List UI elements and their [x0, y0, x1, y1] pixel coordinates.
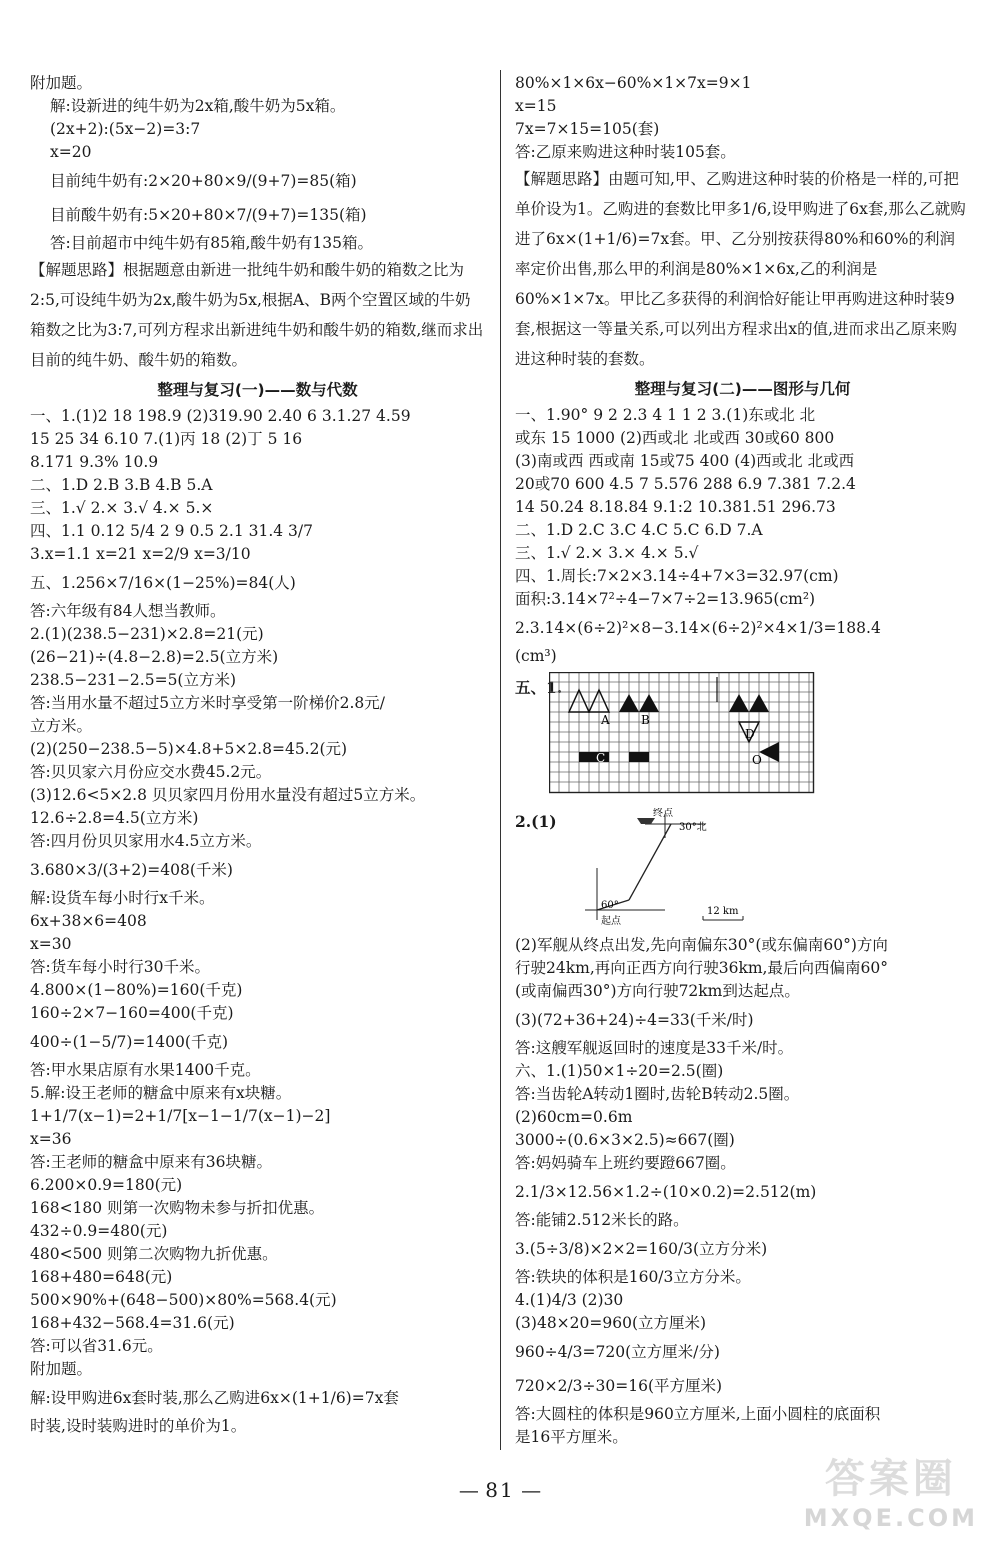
text-line: 是16平方厘米。: [515, 1428, 628, 1446]
text-line: 1+1/7(x−1)=2+1/7[x−1−1/7(x−1)−2]: [30, 1107, 331, 1125]
grid-diagram: [549, 672, 819, 800]
figure-label: 2.(1): [515, 812, 557, 831]
text-line: 3.x=1.1 x=21 x=2/9 x=3/10: [30, 545, 251, 563]
svg-text:30°北: 30°北: [679, 822, 707, 833]
text-line: 2.(1)(238.5−231)×2.8=21(元): [30, 625, 264, 643]
solution-hint: 【解题思路】根据题意由新进一批纯牛奶和酸牛奶的箱数之比为2:5,可设纯牛奶为2x,酸牛奶为5x,根据A、B两个空置区域的牛奶箱数之比为3:7,可列方程求出新进纯牛奶和酸牛奶的箱数,继而求出目前的纯牛奶、酸牛奶的箱数。: [30, 261, 484, 369]
text-line: (2)60cm=0.6m: [515, 1108, 633, 1126]
right-column: [515, 72, 970, 1449]
text-line: 2.3.14×(6÷2)²×8−3.14×(6÷2)²×4×1/3=188.4: [515, 619, 881, 637]
text-line: 400÷(1−5/7)=1400(千克): [30, 1033, 228, 1051]
text-line: 15 25 34 6.10 7.(1)丙 18 (2)丁 5 16: [30, 430, 303, 448]
text-line: 一、1.(1)2 18 198.9 (2)319.90 2.40 6 3.1.27 4.59: [30, 407, 411, 425]
text-line: 160÷2×7−160=400(千克): [30, 1004, 234, 1022]
text-line: 12.6÷2.8=4.5(立方米): [30, 809, 199, 827]
text-line: x=30: [30, 935, 72, 953]
text-line: 三、1.√ 2.× 3.√ 4.× 5.×: [30, 499, 214, 517]
text-line: 解:设货车每小时行x千米。: [30, 889, 215, 907]
text-line: 168+432−568.4=31.6(元): [30, 1314, 235, 1332]
left-answer-lines: [30, 405, 485, 1438]
text-line: (2)(250−238.5−5)×4.8+5×2.8=45.2(元): [30, 740, 348, 758]
text-line: 答:可以省31.6元。: [30, 1337, 163, 1355]
text-line: 432÷0.9=480(元): [30, 1222, 168, 1240]
text-line: 答:王老师的糖盒中原来有36块糖。: [30, 1153, 272, 1171]
triangle-shape: [619, 694, 639, 712]
text-line: (26−21)÷(4.8−2.8)=2.5(立方米): [30, 648, 279, 666]
point-label: B: [641, 713, 650, 727]
section-heading: 整理与复习(二)——图形与几何: [634, 380, 851, 398]
text-line: (3)12.6<5×2.8 贝贝家四月份用水量没有超过5立方米。: [30, 786, 426, 804]
text-line: 168<180 则第一次购物未参与折扣优惠。: [30, 1199, 325, 1217]
text-line: (2)军舰从终点出发,先向南偏东30°(或东偏南60°)方向: [515, 936, 888, 954]
watermark: [804, 1447, 978, 1532]
text-line: 答:货车每小时行30千米。: [30, 958, 210, 976]
text-line: 答:当用水量不超过5立方米时享受第一阶梯价2.8元/: [30, 694, 385, 712]
text-line: (3)南或西 西或南 15或75 400 (4)西或北 北或西: [515, 452, 855, 470]
watermark-logo: 答案圈: [824, 1456, 957, 1502]
text-line: 答:铁块的体积是160/3立方分米。: [515, 1268, 751, 1286]
text-line: x=20: [50, 143, 92, 161]
text-line: 5.解:设王老师的糖盒中原来有x块糖。: [30, 1084, 292, 1102]
text-line: 480<500 则第二次购物九折优惠。: [30, 1245, 278, 1263]
text-line: (3)(72+36+24)÷4=33(千米/时): [515, 1011, 754, 1029]
svg-text:起点: 起点: [601, 916, 621, 927]
text-line: (或南偏西30°)方向行驶72km到达起点。: [515, 982, 800, 1000]
svg-text:终点: 终点: [653, 808, 673, 819]
text-line: (cm³): [515, 647, 557, 665]
point-label: O: [752, 753, 762, 767]
point-label: A: [601, 713, 610, 727]
text-line: 立方米。: [30, 717, 93, 735]
text-line: 行驶24km,再向正西方向行驶36km,最后向西偏南60°: [515, 959, 888, 977]
text-line: 答:这艘军舰返回时的速度是33千米/时。: [515, 1039, 794, 1057]
text-line: 3000÷(0.6×3×2.5)≈667(圈): [515, 1131, 735, 1149]
text-line: 80%×1×6x−60%×1×7x=9×1: [515, 74, 752, 92]
text-line: (3)48×20=960(立方厘米): [515, 1314, 707, 1332]
text-line: 20或70 600 4.5 7 5.576 288 6.9 7.381 7.2.4: [515, 475, 856, 493]
text-line: 时装,设时装购进时的单价为1。: [30, 1417, 247, 1435]
text-line: 答:四月份贝贝家用水4.5立方米。: [30, 832, 262, 850]
text-line: 六、1.(1)50×1÷20=2.5(圈): [515, 1062, 724, 1080]
text-line: 二、1.D 2.B 3.B 4.B 5.A: [30, 476, 213, 494]
text-line: 6.200×0.9=180(元): [30, 1176, 183, 1194]
text-line: 附加题。: [30, 74, 93, 92]
left-top-lines: [30, 72, 485, 255]
text-line: 四、1.周长:7×2×3.14÷4+7×3=32.97(cm): [515, 567, 839, 585]
section-heading: 整理与复习(一)——数与代数: [157, 381, 358, 399]
text-line: 五、1.256×7/16×(1−25%)=84(人): [30, 574, 296, 592]
text-line: 答:大圆柱的体积是960立方厘米,上面小圆柱的底面积: [515, 1405, 881, 1423]
right-answer-lines-a: [515, 404, 970, 668]
text-line: 8.171 9.3% 10.9: [30, 453, 159, 471]
text-line: 或东 15 1000 (2)西或北 北或西 30或60 800: [515, 429, 835, 447]
text-line: 三、1.√ 2.× 3.× 4.× 5.√: [515, 544, 699, 562]
text-line: 解:设新进的纯牛奶为2x箱,酸牛奶为5x箱。: [50, 97, 346, 115]
left-column: [30, 72, 485, 1438]
text-line: 168+480=648(元): [30, 1268, 173, 1286]
watermark-site: MXQE.COM: [803, 1504, 978, 1532]
text-line: 答:乙原来购进这种时装105套。: [515, 143, 736, 161]
text-line: 答:目前超市中纯牛奶有85箱,酸牛奶有135箱。: [50, 234, 373, 252]
text-line: x=36: [30, 1130, 72, 1148]
text-line: 14 50.24 8.18.84 9.1:2 10.381.51 296.73: [515, 498, 836, 516]
text-line: 目前纯牛奶有:2×20+80×9/(9+7)=85(箱): [50, 172, 357, 190]
text-line: 500×90%+(648−500)×80%=568.4(元): [30, 1291, 337, 1309]
text-line: 4.(1)4/3 (2)30: [515, 1291, 624, 1309]
text-line: 2.1/3×12.56×1.2÷(10×0.2)=2.512(m): [515, 1183, 817, 1201]
svg-text:12 km: 12 km: [707, 906, 739, 917]
text-line: 答:甲水果店原有水果1400千克。: [30, 1061, 261, 1079]
text-line: 二、1.D 2.C 3.C 4.C 5.C 6.D 7.A: [515, 521, 763, 539]
text-line: 四、1.1 0.12 5/4 2 9 0.5 2.1 31.4 3/7: [30, 522, 314, 540]
point-label: C: [596, 751, 606, 765]
text-line: 解:设甲购进6x套时装,那么乙购进6x×(1+1/6)=7x套: [30, 1389, 399, 1407]
grid-figure: [515, 672, 970, 804]
point-label: D: [745, 727, 755, 741]
text-line: 3.680×3/(3+2)=408(千米): [30, 861, 233, 879]
text-line: 7x=7×15=105(套): [515, 120, 660, 138]
divider: [500, 70, 501, 1450]
svg-text:60°: 60°: [601, 900, 619, 911]
text-line: 4.800×(1−80%)=160(千克): [30, 981, 243, 999]
text-line: 238.5−231−2.5=5(立方米): [30, 671, 237, 689]
text-line: 3.(5÷3/8)×2×2=160/3(立方分米): [515, 1240, 768, 1258]
right-top-lines: [515, 72, 970, 164]
text-line: 720×2/3÷30=16(平方厘米): [515, 1377, 723, 1395]
right-answer-lines-b: [515, 934, 970, 1449]
text-line: 答:贝贝家六月份应交水费45.2元。: [30, 763, 272, 781]
route-map: [575, 808, 795, 928]
text-line: (2x+2):(5x−2)=3:7: [50, 120, 201, 138]
rectangle-shape: [629, 752, 649, 762]
text-line: 面积:3.14×7²÷4−7×7÷2=13.965(cm²): [515, 590, 816, 608]
text-line: 答:能铺2.512米长的路。: [515, 1211, 689, 1229]
figure-label: 五、1.: [515, 678, 563, 697]
text-line: 答:当齿轮A转动1圈时,齿轮B转动2.5圈。: [515, 1085, 800, 1103]
text-line: 附加题。: [30, 1360, 93, 1378]
text-line: 一、1.90° 9 2 2.3 4 1 1 2 3.(1)东或北 北: [515, 406, 816, 424]
text-line: x=15: [515, 97, 557, 115]
text-line: 答:六年级有84人想当教师。: [30, 602, 226, 620]
text-line: 6x+38×6=408: [30, 912, 147, 930]
text-line: 960÷4/3=720(立方厘米/分): [515, 1343, 720, 1361]
triangle-shape: [639, 694, 659, 712]
text-line: 目前酸牛奶有:5×20+80×7/(9+7)=135(箱): [50, 206, 367, 224]
solution-hint: 【解题思路】由题可知,甲、乙购进这种时装的价格是一样的,可把单价设为1。乙购进的套数比甲多1/6,设甲购进了6x套,那么乙就购进了6x×(1+1/6)=7x套。甲、乙分别按获得80%和60%的利润率定价出售,那么甲的利润是80%×1×6x,乙的利润是60%×1×7x。甲比乙多获得的利润恰好能让甲再购进这种时装9套,根据这一等量关系,可以列出方程求出x的值,进而求出乙原来购进这种时装的套数。: [515, 170, 966, 368]
map-figure: [515, 808, 970, 930]
triangle-shape: [729, 694, 749, 712]
page-number: — 81 —: [458, 1478, 542, 1502]
triangle-shape: [749, 694, 769, 712]
text-line: 答:妈妈骑车上班约要蹬667圈。: [515, 1154, 736, 1172]
